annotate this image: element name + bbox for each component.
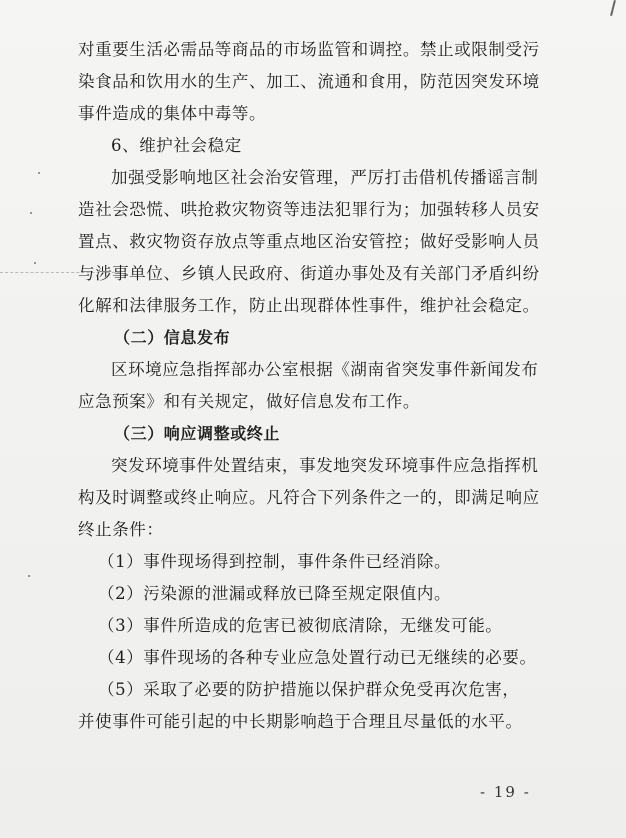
body-text <box>78 34 558 738</box>
section-heading-info-release: （二）信息发布 <box>114 328 231 347</box>
paragraph-line: 构及时调整或终止响应。凡符合下列条件之一的，即满足响应 <box>78 488 540 507</box>
section-heading-6: 6、维护社会稳定 <box>111 136 242 155</box>
pen-stroke-mark <box>610 0 616 16</box>
paragraph-line: 终止条件： <box>78 520 164 539</box>
page-number: - 19 - <box>480 783 531 801</box>
paragraph-line: 染食品和饮用水的生产、加工、流通和食用，防范因突发环境 <box>78 72 540 91</box>
section-heading-response-adjust: （三）响应调整或终止 <box>114 424 281 443</box>
paragraph-line: 区环境应急指挥部办公室根据《湖南省突发事件新闻发布 <box>111 360 539 379</box>
list-item: （2）污染源的泄漏或释放已降至规定限值内。 <box>98 584 452 603</box>
paragraph-line: 事件造成的集体中毒等。 <box>78 104 267 123</box>
paragraph-line: 应急预案》和有关规定，做好信息发布工作。 <box>78 392 420 411</box>
paragraph-line: 并使事件可能引起的中长期影响趋于合理且尽量低的水平。 <box>78 712 523 731</box>
scan-dot-mark <box>34 262 36 264</box>
list-item: （3）事件所造成的危害已被彻底清除，无继发可能。 <box>98 616 503 635</box>
paragraph-line: 置点、救灾物资存放点等重点地区治安管控；做好受影响人员 <box>78 232 540 251</box>
paragraph-line: 造社会恐慌、哄抢救灾物资等违法犯罪行为；加强转移人员安 <box>78 200 540 219</box>
paragraph-line: 突发环境事件处置结束，事发地突发环境事件应急指挥机 <box>111 456 539 475</box>
scan-dot-mark <box>38 172 40 174</box>
scan-dot-mark <box>30 212 32 214</box>
list-item: （1）事件现场得到控制，事件条件已经消除。 <box>98 552 452 571</box>
paragraph-line: 对重要生活必需品等商品的市场监管和调控。禁止或限制受污 <box>78 40 540 59</box>
scan-dot-mark <box>28 575 30 577</box>
paragraph-line: 与涉事单位、乡镇人民政府、街道办事处及有关部门矛盾纠纷 <box>78 264 540 283</box>
list-item: （5）采取了必要的防护措施以保护群众免受再次危害， <box>98 680 520 699</box>
paragraph-line: 化解和法律服务工作，防止出现群体性事件，维护社会稳定。 <box>78 296 540 315</box>
list-item: （4）事件现场的各种专业应急处置行动已无继续的必要。 <box>98 648 537 667</box>
paragraph-line: 加强受影响地区社会治安管理，严厉打击借机传播谣言制 <box>111 168 539 187</box>
